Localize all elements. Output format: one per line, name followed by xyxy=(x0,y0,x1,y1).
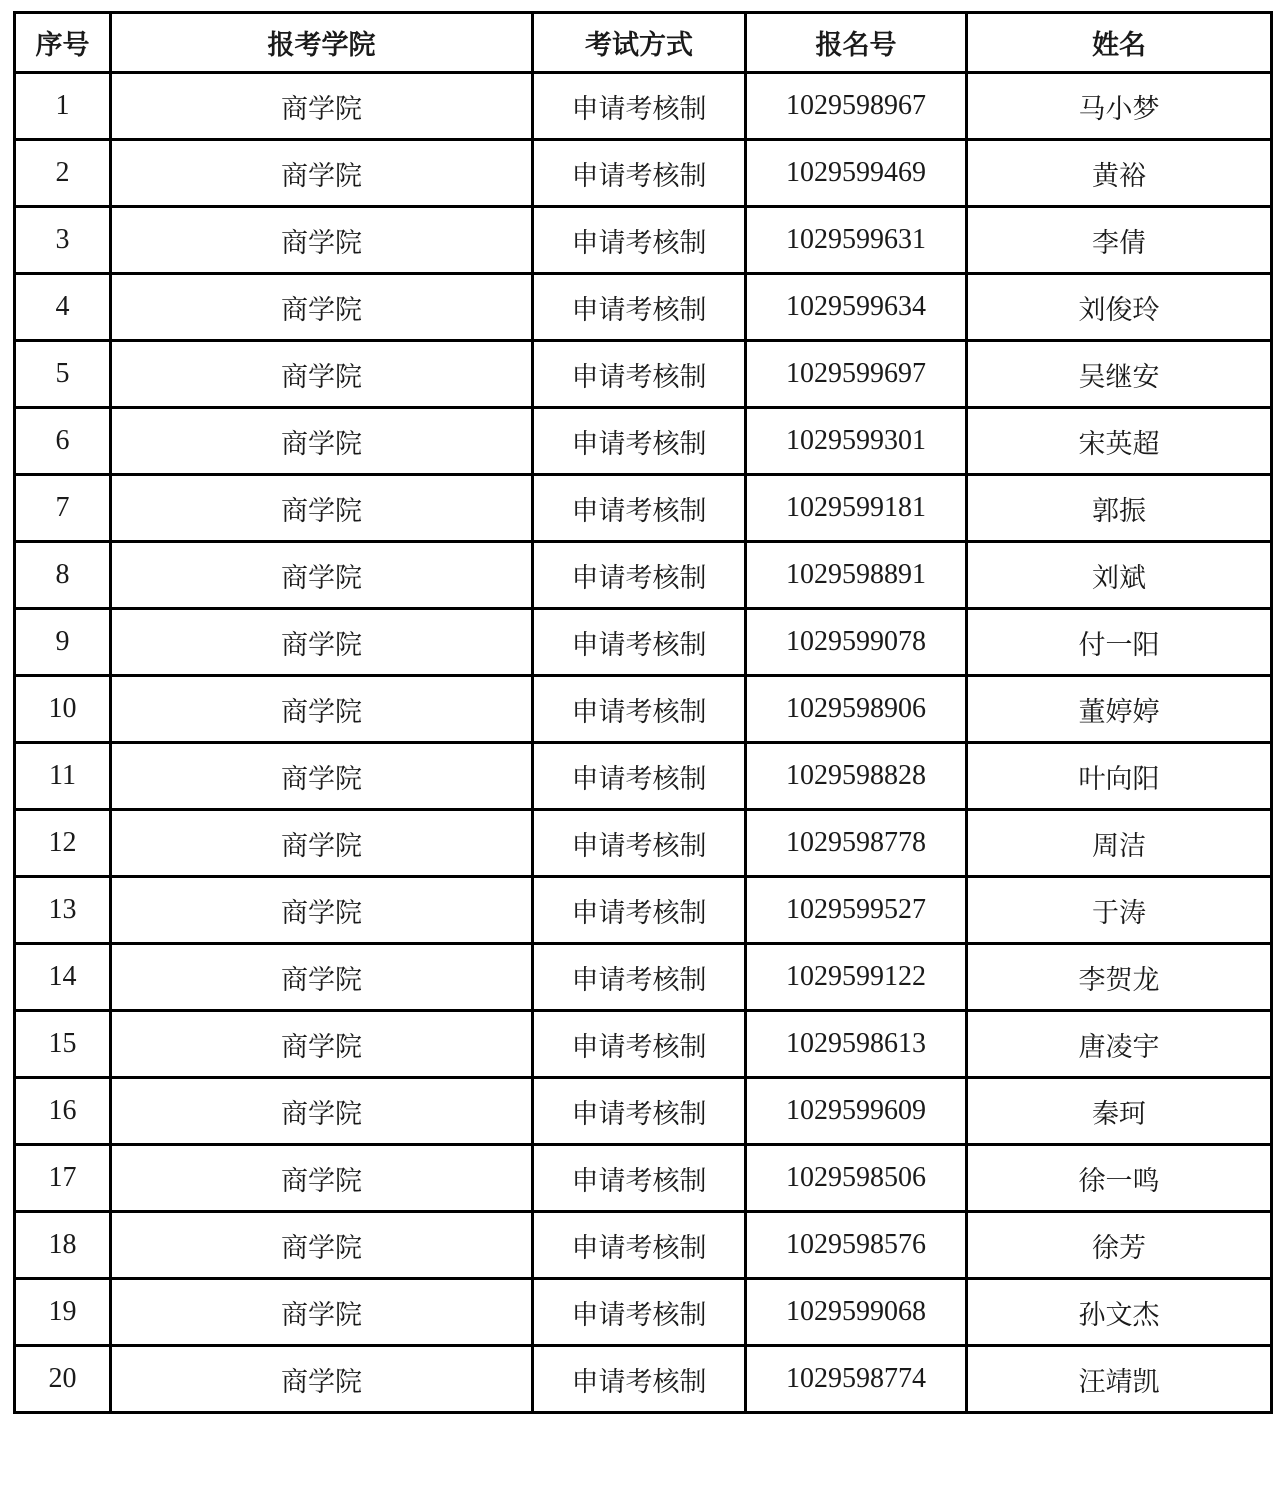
exam-method-cell: 申请考核制 xyxy=(533,609,746,676)
registration-number-cell: 1029598774 xyxy=(746,1346,967,1413)
registration-number-cell: 1029598778 xyxy=(746,810,967,877)
serial-number-cell: 20 xyxy=(15,1346,111,1413)
header-serial-number: 序号 xyxy=(15,13,111,73)
registration-number-cell: 1029599181 xyxy=(746,475,967,542)
college-cell: 商学院 xyxy=(111,743,533,810)
candidate-name-cell: 叶向阳 xyxy=(967,743,1272,810)
college-cell: 商学院 xyxy=(111,1346,533,1413)
exam-method-cell: 申请考核制 xyxy=(533,1145,746,1212)
exam-method-cell: 申请考核制 xyxy=(533,341,746,408)
table-row xyxy=(15,408,1272,475)
registration-number-cell: 1029599078 xyxy=(746,609,967,676)
exam-method-cell: 申请考核制 xyxy=(533,1078,746,1145)
serial-number-cell: 13 xyxy=(15,877,111,944)
registration-number-cell: 1029599631 xyxy=(746,207,967,274)
college-cell: 商学院 xyxy=(111,1011,533,1078)
admission-list-table xyxy=(13,11,1273,1414)
table-row xyxy=(15,341,1272,408)
header-exam-method: 考试方式 xyxy=(533,13,746,73)
serial-number-cell: 7 xyxy=(15,475,111,542)
table-row xyxy=(15,1011,1272,1078)
candidate-name-cell: 徐一鸣 xyxy=(967,1145,1272,1212)
table-row xyxy=(15,609,1272,676)
exam-method-cell: 申请考核制 xyxy=(533,810,746,877)
table-row xyxy=(15,1279,1272,1346)
exam-method-cell: 申请考核制 xyxy=(533,207,746,274)
registration-number-cell: 1029599634 xyxy=(746,274,967,341)
table-row xyxy=(15,810,1272,877)
registration-number-cell: 1029598891 xyxy=(746,542,967,609)
college-cell: 商学院 xyxy=(111,676,533,743)
exam-method-cell: 申请考核制 xyxy=(533,542,746,609)
table-row xyxy=(15,743,1272,810)
header-registration-number: 报名号 xyxy=(746,13,967,73)
exam-method-cell: 申请考核制 xyxy=(533,475,746,542)
college-cell: 商学院 xyxy=(111,207,533,274)
registration-number-cell: 1029599122 xyxy=(746,944,967,1011)
college-cell: 商学院 xyxy=(111,1212,533,1279)
candidate-name-cell: 周洁 xyxy=(967,810,1272,877)
candidate-name-cell: 汪靖凯 xyxy=(967,1346,1272,1413)
college-cell: 商学院 xyxy=(111,140,533,207)
serial-number-cell: 17 xyxy=(15,1145,111,1212)
serial-number-cell: 1 xyxy=(15,73,111,140)
table-row xyxy=(15,877,1272,944)
serial-number-cell: 8 xyxy=(15,542,111,609)
exam-method-cell: 申请考核制 xyxy=(533,877,746,944)
serial-number-cell: 9 xyxy=(15,609,111,676)
registration-number-cell: 1029599469 xyxy=(746,140,967,207)
college-cell: 商学院 xyxy=(111,810,533,877)
table-row xyxy=(15,1346,1272,1413)
registration-number-cell: 1029598828 xyxy=(746,743,967,810)
candidate-name-cell: 徐芳 xyxy=(967,1212,1272,1279)
college-cell: 商学院 xyxy=(111,274,533,341)
college-cell: 商学院 xyxy=(111,542,533,609)
candidate-name-cell: 唐凌宇 xyxy=(967,1011,1272,1078)
header-college: 报考学院 xyxy=(111,13,533,73)
exam-method-cell: 申请考核制 xyxy=(533,140,746,207)
serial-number-cell: 10 xyxy=(15,676,111,743)
table-row xyxy=(15,944,1272,1011)
registration-number-cell: 1029598613 xyxy=(746,1011,967,1078)
exam-method-cell: 申请考核制 xyxy=(533,274,746,341)
registration-number-cell: 1029598506 xyxy=(746,1145,967,1212)
table-row xyxy=(15,274,1272,341)
serial-number-cell: 19 xyxy=(15,1279,111,1346)
registration-number-cell: 1029599068 xyxy=(746,1279,967,1346)
table-row xyxy=(15,1212,1272,1279)
candidate-name-cell: 马小梦 xyxy=(967,73,1272,140)
exam-method-cell: 申请考核制 xyxy=(533,1011,746,1078)
table-header xyxy=(15,13,1272,73)
candidate-name-cell: 刘俊玲 xyxy=(967,274,1272,341)
exam-method-cell: 申请考核制 xyxy=(533,743,746,810)
candidate-name-cell: 董婷婷 xyxy=(967,676,1272,743)
serial-number-cell: 15 xyxy=(15,1011,111,1078)
serial-number-cell: 2 xyxy=(15,140,111,207)
candidate-name-cell: 郭振 xyxy=(967,475,1272,542)
table-row xyxy=(15,1078,1272,1145)
college-cell: 商学院 xyxy=(111,1145,533,1212)
table-body xyxy=(15,73,1272,1413)
serial-number-cell: 3 xyxy=(15,207,111,274)
candidate-name-cell: 孙文杰 xyxy=(967,1279,1272,1346)
header-row xyxy=(15,13,1272,73)
serial-number-cell: 18 xyxy=(15,1212,111,1279)
exam-method-cell: 申请考核制 xyxy=(533,1346,746,1413)
serial-number-cell: 4 xyxy=(15,274,111,341)
registration-number-cell: 1029599301 xyxy=(746,408,967,475)
serial-number-cell: 5 xyxy=(15,341,111,408)
registration-number-cell: 1029599697 xyxy=(746,341,967,408)
candidate-name-cell: 秦珂 xyxy=(967,1078,1272,1145)
college-cell: 商学院 xyxy=(111,73,533,140)
candidate-name-cell: 李倩 xyxy=(967,207,1272,274)
candidate-name-cell: 于涛 xyxy=(967,877,1272,944)
college-cell: 商学院 xyxy=(111,1078,533,1145)
table-row xyxy=(15,140,1272,207)
candidate-name-cell: 黄裕 xyxy=(967,140,1272,207)
table-row xyxy=(15,207,1272,274)
college-cell: 商学院 xyxy=(111,408,533,475)
candidate-name-cell: 吴继安 xyxy=(967,341,1272,408)
serial-number-cell: 11 xyxy=(15,743,111,810)
candidate-name-cell: 李贺龙 xyxy=(967,944,1272,1011)
candidate-name-cell: 付一阳 xyxy=(967,609,1272,676)
table-row xyxy=(15,475,1272,542)
registration-number-cell: 1029599527 xyxy=(746,877,967,944)
exam-method-cell: 申请考核制 xyxy=(533,1212,746,1279)
registration-number-cell: 1029598967 xyxy=(746,73,967,140)
exam-method-cell: 申请考核制 xyxy=(533,73,746,140)
college-cell: 商学院 xyxy=(111,944,533,1011)
serial-number-cell: 6 xyxy=(15,408,111,475)
college-cell: 商学院 xyxy=(111,475,533,542)
college-cell: 商学院 xyxy=(111,609,533,676)
candidate-name-cell: 刘斌 xyxy=(967,542,1272,609)
serial-number-cell: 12 xyxy=(15,810,111,877)
college-cell: 商学院 xyxy=(111,1279,533,1346)
exam-method-cell: 申请考核制 xyxy=(533,1279,746,1346)
candidate-name-cell: 宋英超 xyxy=(967,408,1272,475)
college-cell: 商学院 xyxy=(111,341,533,408)
exam-method-cell: 申请考核制 xyxy=(533,676,746,743)
serial-number-cell: 16 xyxy=(15,1078,111,1145)
registration-number-cell: 1029598906 xyxy=(746,676,967,743)
table-row xyxy=(15,73,1272,140)
header-name: 姓名 xyxy=(967,13,1272,73)
table-row xyxy=(15,542,1272,609)
exam-method-cell: 申请考核制 xyxy=(533,408,746,475)
registration-number-cell: 1029598576 xyxy=(746,1212,967,1279)
college-cell: 商学院 xyxy=(111,877,533,944)
registration-number-cell: 1029599609 xyxy=(746,1078,967,1145)
serial-number-cell: 14 xyxy=(15,944,111,1011)
exam-method-cell: 申请考核制 xyxy=(533,944,746,1011)
table-row xyxy=(15,1145,1272,1212)
table-row xyxy=(15,676,1272,743)
